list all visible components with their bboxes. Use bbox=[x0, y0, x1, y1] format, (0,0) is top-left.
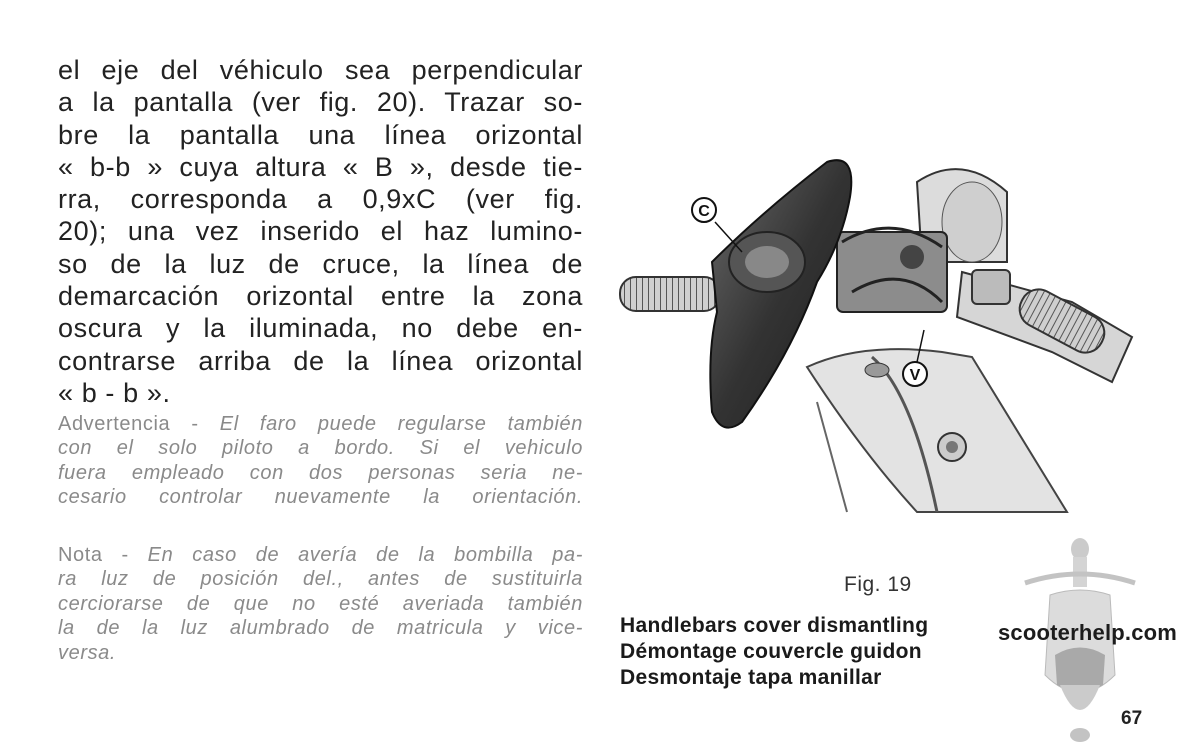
watermark-site-text: scooterhelp.com bbox=[998, 620, 1178, 645]
nota-label: Nota - bbox=[58, 544, 148, 566]
note-line: con el solo piloto a bordo. Si el vehiculo bbox=[58, 437, 583, 460]
advertencia-note bbox=[58, 412, 583, 510]
handlebar-illustration bbox=[612, 152, 1157, 532]
body-line: rra, corresponda a 0,9xC (ver fig. bbox=[58, 184, 583, 215]
note-text: En caso de avería de la bombilla pa- bbox=[147, 544, 583, 566]
note-line: ra luz de posición del., antes de sustituirla bbox=[58, 568, 583, 591]
callout-v-label: V bbox=[909, 367, 921, 384]
callout-c-label: C bbox=[698, 203, 710, 220]
right-grip bbox=[957, 270, 1132, 382]
caption-line: Démontage couvercle guidon bbox=[620, 640, 922, 663]
body-line: « b - b ». bbox=[58, 377, 171, 408]
body-line: bre la pantalla una línea orizontal bbox=[58, 119, 583, 150]
note-line: versa. bbox=[58, 641, 117, 664]
nota-note bbox=[58, 543, 583, 665]
note-line bbox=[58, 543, 583, 567]
note-text: El faro puede regularse también bbox=[219, 413, 583, 435]
figure-label: Fig. 19 bbox=[844, 573, 912, 596]
left-grip bbox=[620, 277, 720, 311]
advertencia-label: Advertencia - bbox=[58, 413, 220, 435]
note-line: la de la luz alumbrado de matricula y vice- bbox=[58, 617, 583, 640]
body-line: a la pantalla (ver fig. 20). Trazar so- bbox=[58, 87, 583, 118]
body-line: 20); una vez inserido el haz lumino- bbox=[58, 216, 583, 247]
callout-c bbox=[692, 198, 742, 252]
note-line: cerciorarse de que no esté averiada también bbox=[58, 592, 583, 615]
note-line bbox=[58, 412, 583, 436]
body-paragraph bbox=[58, 54, 583, 409]
body-line: el eje del véhiculo sea perpendicular bbox=[58, 55, 583, 85]
caption-line: Handlebars cover dismantling bbox=[620, 614, 929, 637]
body-line: contrarse arriba de la línea orizontal bbox=[58, 345, 583, 376]
body-line: « b-b » cuya altura « B », desde tie- bbox=[58, 151, 583, 182]
wiring-switches bbox=[837, 228, 947, 312]
caption-line: Desmontaje tapa manillar bbox=[620, 666, 882, 689]
note-line: fuera empleado con dos personas seria ne- bbox=[58, 461, 583, 484]
page-number: 67 bbox=[1121, 708, 1143, 729]
body-line: demarcación orizontal entre la zona bbox=[58, 281, 583, 312]
body-line: oscura y la iluminada, no debe en- bbox=[58, 313, 583, 344]
fork-body bbox=[807, 349, 1067, 512]
figure-caption bbox=[620, 613, 928, 691]
note-line: cesario controlar nuevamente la orientación. bbox=[58, 486, 583, 509]
body-line: so de la luz de cruce, la línea de bbox=[58, 248, 583, 279]
